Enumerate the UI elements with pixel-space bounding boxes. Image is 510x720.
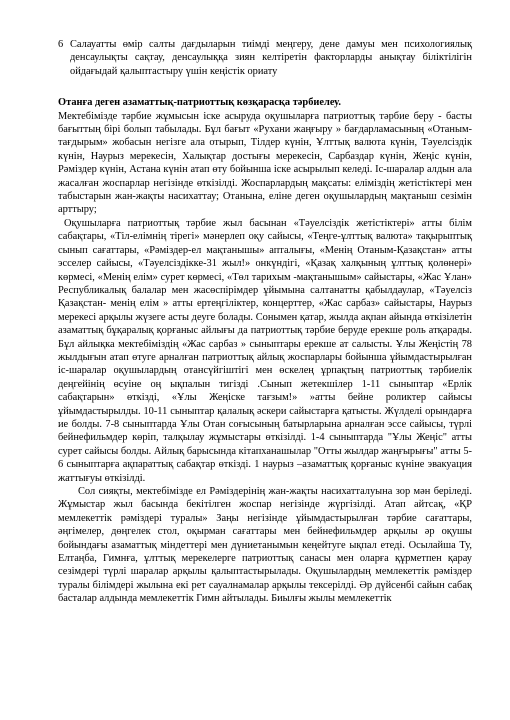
list-item-number: 6 bbox=[58, 39, 64, 50]
list-item-text: Салауатты өмір салты дағдыларын тиімді меңгеру, дене дамуы мен психологиялық денсаулықты сақтау, денсаулыққа зиян келтіретін факторларды анықтау біліктілігін ойдағыдай қалыптастыру үшін кеңістік ориату bbox=[70, 39, 472, 77]
document-page bbox=[58, 38, 472, 606]
paragraph-intro: Мектебімізде тәрбие жұмысын іске асыруда оқушыларға патриоттық тәрбие беру - басты бағыттың бірі болып табылады. Бұл бағыт «Рухани жаңғыру » бағдарламасының «Отаным-тағдырым» жобасын негізге ала отырып, Тілдер күнін, Ұлттық валюта күнін, Тәуелсіздік күнін, Наурыз мерекесін, Халықтар достығы мерекесін, Сарбаздар күнін, Жеңіс күнін, Рәміздер күнін, Астана күнін атап өту бойынша іске асырылып келеді. Іс-шаралар алдын ала жасалған жоспарлар негізінде өткізілді. Жоспарлардың мақсаты: еліміздің жетістіктері мен табыстарын жан-жақты насихаттау; Отанына, еліне деген оқушылардың мақтаныш сезімін арттыру; bbox=[58, 110, 472, 216]
section-heading: Отанға деген азаматтық-патриоттық көзқарасқа тәрбиелеу. bbox=[58, 97, 341, 109]
list-item bbox=[58, 38, 472, 78]
paragraph-symbols: Сол сияқты, мектебімізде ел Рәміздерінің жан-жақты насихатталуына зор мән беріледі. Жұмыстар жыл басында бекітілген жоспар негізінде жүргізілді. Атап айтсақ, «ҚР мемлекеттік рәміздері туралы» Заңы негізінде ұйымдастырылған тәрбие сағаттары, әңгімелер, дөңгелек стол, оқырман сағаттары мен бейнефильмдер арқылы әр оқушы бойындағы азаматтық міндеттері мен дүниетанымын кеңейтуге ықпал етеді. Осылайша Ту, Елтаңба, Гимнға, ұлттық мерекелерге патриоттық санасы мен оларға құрметпен қарау сезімдері түрлі шаралар арқылы қалыптастырылады. Оқушылардың мемлекеттік рәміздер туралы білімдері жылына екі рет сауалнамалар арқылы тексерілді. Әр дүйсенбі сайын сабақ басталар алдында мемлекеттік Гимн айтылады. Биылғы жылы мемлекеттік bbox=[58, 486, 472, 605]
paragraph-activities: Оқушыларға патриоттық тәрбие жыл басынан «Тәуелсіздік жетістіктері» атты білім сабақтары, «Тіл-елімнің тірегі» мәнерлеп оқу сайысы, «Теңге-ұлттық валюта» тақырыптық сынып сағаттары, «Рәміздер-ел мақтанышы» апталығы, «Менің Отаным-Қазақстан» атты эсселер сайысы, «Тәуелсіздікке-31 жыл!» онкүндігі, «Қазақ халқының ұлттық қолөнері» көрмесі, «Менің елім» сурет көрмесі, «Төл тарихым -мақтанышым» сайыстары, «Жас Ұлан» Республикалық балалар мен жасөспірімдер ұйымына салтанатты қабылдаулар, «Тәуелсіз Қазақстан- менің елім » атты ертеңгіліктер, концерттер, «Жас сарбаз» сайыстары, Наурыз мерекесі арқылы жүзеге асты деуге болады. Сонымен қатар, жылда ақпан айында өткізілетін азаматтық бұқаралық қорғаныс айлығы да патриоттық тәрбие беруде ерекше роль атқарады. Бұл айлықка мектебіміздің «Жас сарбаз » сыныптары ерекше ат салысты. Ұлы Жеңістің 78 жылдығын атап өтуге арналған патриоттық айлық жоспарлары бойынша ұйымдастырылған іс-шаралар оқушылардың отансүйгіштігі мен өскелең ұрпақтың патриоттық тәрбиелік деңгейінің өсуіне оң ықпалын тигізді .Сынып жетекшілер 1-11 сыныптар «Ерлік сабақтарын» өткізді, «Ұлы Жеңіске тағзым!» »атты бейне роликтер сайысы ұйымдастырылды. 10-11 сыныптар қалалық әскери сайыстарға қатысты. Жүлделі орындарға ие болды. 7-8 сыныптарда Ұлы Отан соғысының батырларына арналған эссе сайысы, түрлі бейнефильмдер көріп, талқылау жұмыстары өткізілді. 1-4 сыныптарда "Ұлы Жеңіс" атты сурет сайысы болды. Айлық барысында кітапханашылар "Отты жылдар жаңғырығы" атты 5-6 сыныптарға ақпараттық сабақтар өткізді. 1 наурыз –азаматтық қорғаныс күніне эвакуация жаттығуы өткізілді. bbox=[58, 217, 472, 484]
